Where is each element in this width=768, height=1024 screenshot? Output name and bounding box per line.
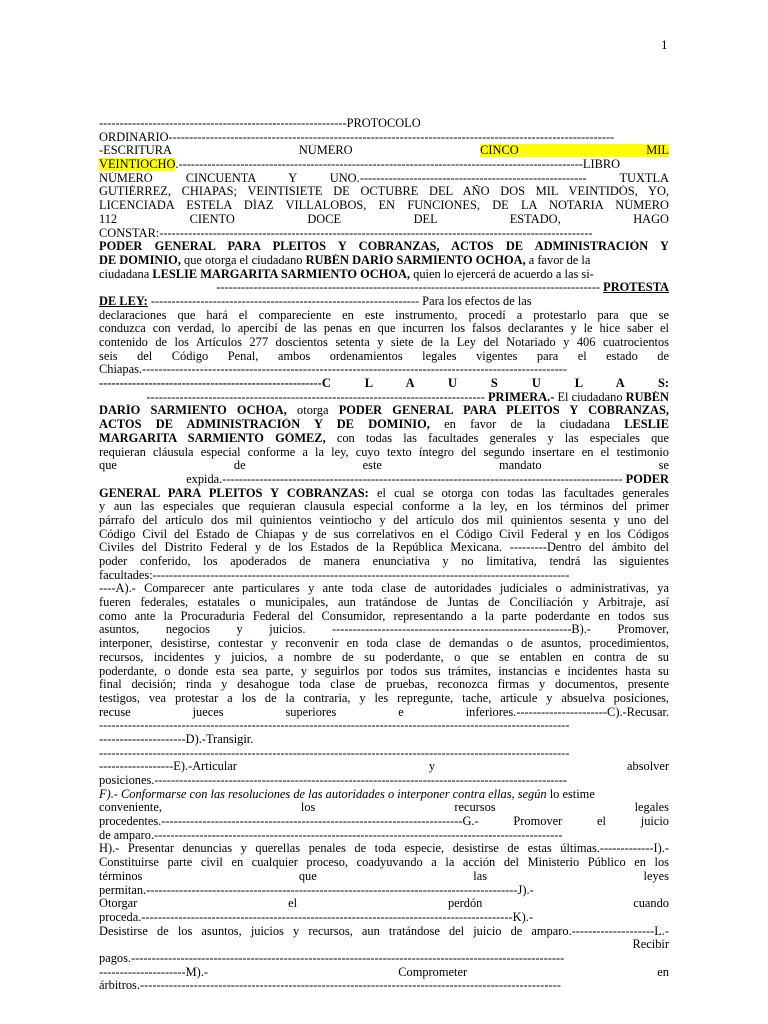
text-line-parties: DE DOMINIO, que otorga el ciudadano RUBÉN DARÍO SARMIENTO OCHOA, a favor de la	[99, 253, 591, 267]
text-line: ------------------------------------------------------------------------------------------------------------------	[99, 746, 570, 760]
deed-number-prefix: -ESCRITURA NÚMERO	[99, 144, 481, 158]
text-line: GUTIÉRREZ, CHIAPAS; VEINTISIETE DE OCTUBRE DEL AÑO DOS MIL VEINTIDÓS, YO,	[99, 185, 669, 199]
text-line: 112 CIENTO DOCE DEL ESTADO, HAGO	[99, 212, 669, 226]
text-line-deed-number-cont: VEINTIOCHO.--------------------------------------------------------------------------------------------------LIBRO	[99, 158, 621, 172]
page-number: 1	[661, 37, 668, 52]
text-line: poder conferido, los apoderados de manera enunciativa y no limitativa, tendrá las siguientes	[99, 555, 669, 568]
text-line: recuse jueces superiores e inferiores.----------------------C).-Recusar.	[99, 705, 669, 719]
text-line: requieran cláusula especial conforme a la ley, cuyo texto íntegro del segundo insertare en el testimonio	[99, 445, 669, 459]
text-line: términos que las leyes	[99, 869, 669, 883]
text-line: recursos, incidentes y juicios, a nombre de su poderdante, o que se entablen en contra de su	[99, 650, 669, 664]
text-line: Otorgar el perdón cuando	[99, 897, 669, 911]
text-line-poder-cont: GENERAL PARA PLEITOS Y COBRANZAS: el cual se otorga con todas las facultades generales	[99, 486, 669, 500]
text-line-clausulas: ------------------------------------------------------C L A U S U L A S:	[99, 377, 669, 391]
text-line: ------------------------------------------------------------PROTOCOLO	[99, 117, 421, 130]
text-line-protesta: --------------------------------------------------------------------------------------------- PROTESTA	[216, 281, 669, 295]
text-line-title: PODER GENERAL PARA PLEITOS Y COBRANZAS, ACTOS DE ADMINISTRACIÓN Y	[99, 240, 669, 254]
text-line: de amparo.---------------------------------------------------------------------------------------------------	[99, 828, 563, 842]
text-line: LICENCIADA ESTELA DÍAZ VILLALOBOS, EN FUNCIONES, DE LA NOTARIA NÚMERO	[99, 199, 669, 213]
text-line-primera-cont: ACTOS DE ADMINISTRACIÓN Y DE DOMINIO, en favor de la ciudadana LESLIE	[99, 418, 669, 432]
text-line: testigos, vea protestar a los de la contraria, y les repregunte, tache, articule y absuelva posiciones,	[99, 691, 669, 705]
text-line: ------------------------------------------------------------------------------------------------------------------	[99, 719, 570, 733]
text-line-parties-cont: ciudadana LESLIE MARGARITA SARMIENTO OCHOA, quien lo ejercerá de acuerdo a las si-	[99, 267, 594, 281]
text-line: procedentes.-------------------------------------------------------------------------G.- Promover el juicio	[99, 815, 669, 829]
text-line-poder: expida.------------------------------------------------------------------------------------------------- PODER	[186, 472, 669, 486]
text-line-item-f: F).- Conformarse con las resoluciones de las autoridades o interponer contra ellas, según lo estime	[99, 787, 595, 801]
text-line: poderdante, o donde esta sea parte, y seguirlos por todos sus trámites, instancias e incidentes hasta su	[99, 664, 669, 678]
text-line: H).- Presentar denuncias y querellas penales de toda especie, desistirse de estas últimas.-------------I).-	[99, 842, 669, 856]
text-line: ------------------E).-Articular y absolver	[99, 760, 669, 774]
text-line: conveniente, los recursos legales	[99, 801, 669, 815]
highlighted-deed-number: CINCO MIL	[480, 144, 669, 158]
text-line: y aun las especiales que requieran clausula especial conforme a la ley, en los términos del primer	[99, 500, 669, 514]
text-line: fueren federales, estatales o municipales, aun tratándose de Juntas de Conciliación y Arbitraje, así	[99, 596, 669, 610]
text-line: párrafo del artículo dos mil quinientos veintiocho y del artículo dos mil quinientos sesenta y uno del	[99, 513, 669, 527]
text-line: final decisión; rinda y desahogue toda clase de pruebas, reconozca firmas y documentos, presente	[99, 678, 669, 692]
text-line-primera-cont: MARGARITA SARMIENTO GÓMEZ, con todas las facultades generales y las especiales que	[99, 431, 669, 445]
text-line-primera: ---------------------------------------------------------------------------------- PRIMERA.- El ciudadano RUBÉN	[146, 390, 669, 404]
highlighted-deed-number-cont: VEINTIOCHO	[99, 158, 176, 172]
text-line: que de este mandato se	[99, 459, 669, 473]
text-line: contenido de los Artículos 277 doscientos setenta y siete de la Ley del Notariado y 406 cuatrocientos	[99, 336, 669, 349]
text-line: conduzca con verdad, lo apercibí de las penas en que incurren los falsos declarantes y le hice saber el	[99, 322, 669, 336]
text-line: ----A).- Comparecer ante particulares y ante toda clase de autoridades judiciales o administrativas, ya	[99, 582, 669, 596]
text-line: seis del Código Penal, ambos ordenamientos legales vigentes para el estado de	[99, 349, 669, 363]
text-line: ---------------------D).-Transigir.	[99, 732, 254, 746]
text-line: interponer, desistirse, contestar y reconvenir en toda clase de demandas o de asuntos, procedimientos,	[99, 637, 669, 651]
text-line: Chiapas.-------------------------------------------------------------------------------------------------------	[99, 363, 568, 377]
text-line: ---------------------M).- Comprometer en	[99, 965, 669, 979]
text-line: asuntos, negocios y juicios. ----------------------------------------------------------B).- Promover,	[99, 623, 669, 637]
text-line: como ante la Procuraduria Federal del Consumidor, representando a la parte poderdante en todos sus	[99, 609, 669, 623]
text-line: Constituirse parte civil en cualquier proceso, coadyuvando a la acción del Ministerio Público en los	[99, 856, 669, 870]
text-line: facultades:-----------------------------------------------------------------------------------------------------	[99, 568, 570, 582]
text-line: CONSTAR:---------------------------------------------------------------------------------------------------------	[99, 226, 593, 240]
text-line: Desistirse de los asuntos, juicios y recursos, aun tratándose del juicio de amparo.--------------------L.-	[99, 924, 669, 938]
text-line: permitan.------------------------------------------------------------------------------------------J).-	[99, 883, 534, 897]
text-line: Recibir	[632, 938, 669, 952]
text-line: proceda.------------------------------------------------------------------------------------------K).-	[99, 910, 533, 924]
deed-text	[99, 117, 669, 993]
text-line: declaraciones que hará el compareciente en este instrumento, procedí a protestarlo para que se	[99, 308, 669, 322]
text-line-protesta-cont: DE LEY: ----------------------------------------------------------------- Para los efectos de las	[99, 294, 532, 308]
text-line: posiciones.----------------------------------------------------------------------------------------------------	[99, 774, 568, 787]
text-line: ORDINARIO------------------------------------------------------------------------------------------------------------	[99, 130, 615, 144]
text-line: NÚMERO CINCUENTA Y UNO.------------------------------------------------------- TUXTLA	[99, 171, 669, 185]
text-line: Civiles del Distrito Federal y de los Estados de la República Mexicana. ---------Dentro del ámbito del	[99, 541, 669, 555]
text-line: Código Civil del Estado de Chiapas y de sus correlativos en el Código Civil Federal y en los Códigos	[99, 527, 669, 541]
text-line: pagos.---------------------------------------------------------------------------------------------------------	[99, 951, 565, 965]
text-line: árbitros.------------------------------------------------------------------------------------------------------	[99, 979, 561, 993]
text-line-primera-cont: DARÍO SARMIENTO OCHOA, otorga PODER GENERAL PARA PLEITOS Y COBRANZAS,	[99, 404, 669, 418]
text-line-deed-number	[99, 144, 669, 158]
